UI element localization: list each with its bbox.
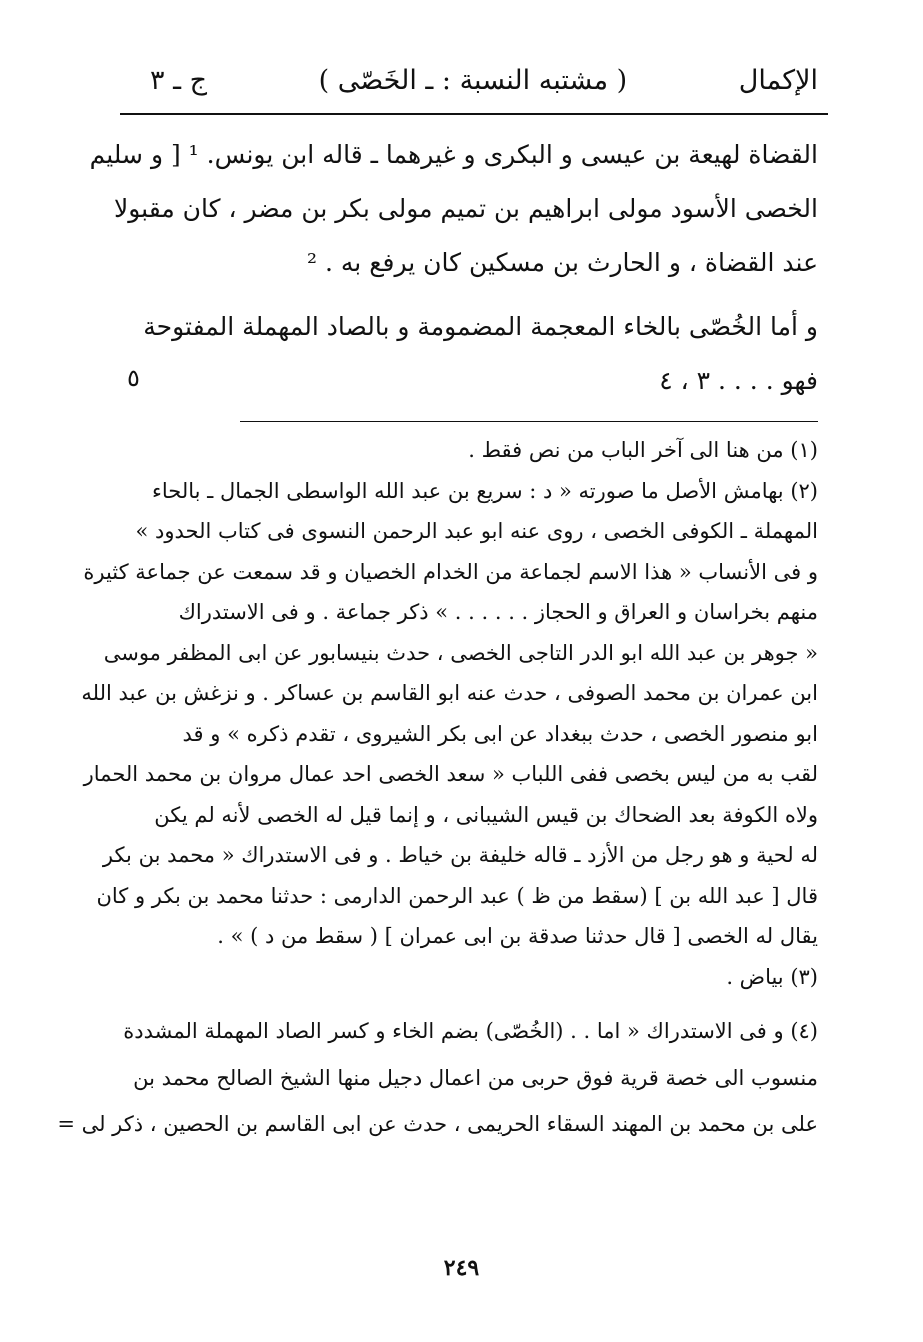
footnote-3: (٣) بياض . [726,964,818,989]
footnote-2-line: المهملة ـ الكوفى الخصى ، روى عنه ابو عبد الرحمن النسوى فى كتاب الحدود » [135,519,818,543]
footnote-2-line: ولاه الكوفة بعد الضحاك بن قيس الشيبانى ، و إنما قيل له الخصى لأنه لم يكن [154,802,818,827]
footnote-2-line: منهم بخراسان و العراق و الحجاز . . . . . . » ذكر جماعة . و فى الاستدراك [178,600,818,624]
footnote-2-line: و فى الأنساب « هذا الاسم لجماعة من الخدام الخصيان و قد سمعت عن جماعة كثيرة [83,559,818,584]
footnote-2-line: قال [ عبد الله بن ] (سقط من ظ ) عبد الرحمن الدارمى : حدثنا محمد بن بكر و كان [96,883,818,908]
text-line: القضاة لهيعة بن عيسى و البكرى و غيرهما ـ قاله ابن يونس. ¹ [ و سليم [89,140,818,169]
section-title: ( مشتبه النسبة : ـ الخَصّى ) [318,64,628,96]
footnote-2-line: (٢) بهامش الأصل ما صورته « د : سريع بن عبد الله الواسطى الجمال ـ بالحاء [152,478,818,503]
text-line: فهو . . . . ٣ ، ٤ [659,366,818,395]
margin-line-number: ٥ [127,364,140,392]
footnote-1: (١) من هنا الى آخر الباب من نص فقط . [468,438,818,462]
footnote-2-line: يقال له الخصى [ قال حدثنا صدقة بن ابى عمران ] ( سقط من د ) » . [217,924,818,948]
text-line: الخصى الأسود مولى ابراهيم بن تميم مولى بكر بن مضر ، كان مقبولا [113,194,818,223]
book-title: الإكمال [738,64,818,96]
text-line: و أما الخُصّى بالخاء المعجمة المضمومة و بالصاد المهملة المفتوحة [143,312,818,341]
footnote-2-line: ابن عمران بن محمد الصوفى ، حدث عنه ابو القاسم بن عساكر . و نزغش بن عبد الله [81,681,818,705]
page-header [150,55,818,105]
footnotes [57,430,818,1145]
footnote-4-line: (٤) و فى الاستدراك « اما . . (الخُصّى) بضم الخاء و كسر الصاد المهملة المشددة [123,1019,818,1043]
main-text [89,128,818,408]
footnote-2-line: لقب به من ليس بخصى ففى اللباب « سعد الخصى احد عمال مروان بن محمد الحمار [83,762,818,786]
footnote-4-line: منسوب الى خصة قرية فوق حربى من اعمال دجيل منها الشيخ الصالح محمد بن [133,1065,818,1090]
footnote-gap [160,997,818,1011]
volume-label: ج ـ ٣ [150,64,208,96]
text-line: عند القضاة ، و الحارث بن مسكين كان يرفع به . ² [307,248,818,277]
footnote-2-line: ابو منصور الخصى ، حدث ببغداد عن ابى بكر الشيروى ، تقدم ذكره » و قد [182,721,818,746]
footnote-2-line: له لحية و هو رجل من الأزد ـ قاله خليفة بن خياط . و فى الاستدراك « محمد بن بكر [102,843,818,867]
footnote-2-line: « جوهر بن عبد الله ابو الدر التاجى الخصى ، حدث بنيسابور عن ابى المظفر موسى [103,640,818,665]
footnote-4-line: على بن محمد بن المهند السقاء الحريمى ، حدث عن ابى القاسم بن الحصين ، ذكر لى = [57,1112,818,1136]
footnote-rule [240,421,818,422]
page-number: ٢٤٩ [443,1255,480,1281]
header-rule [120,113,828,115]
